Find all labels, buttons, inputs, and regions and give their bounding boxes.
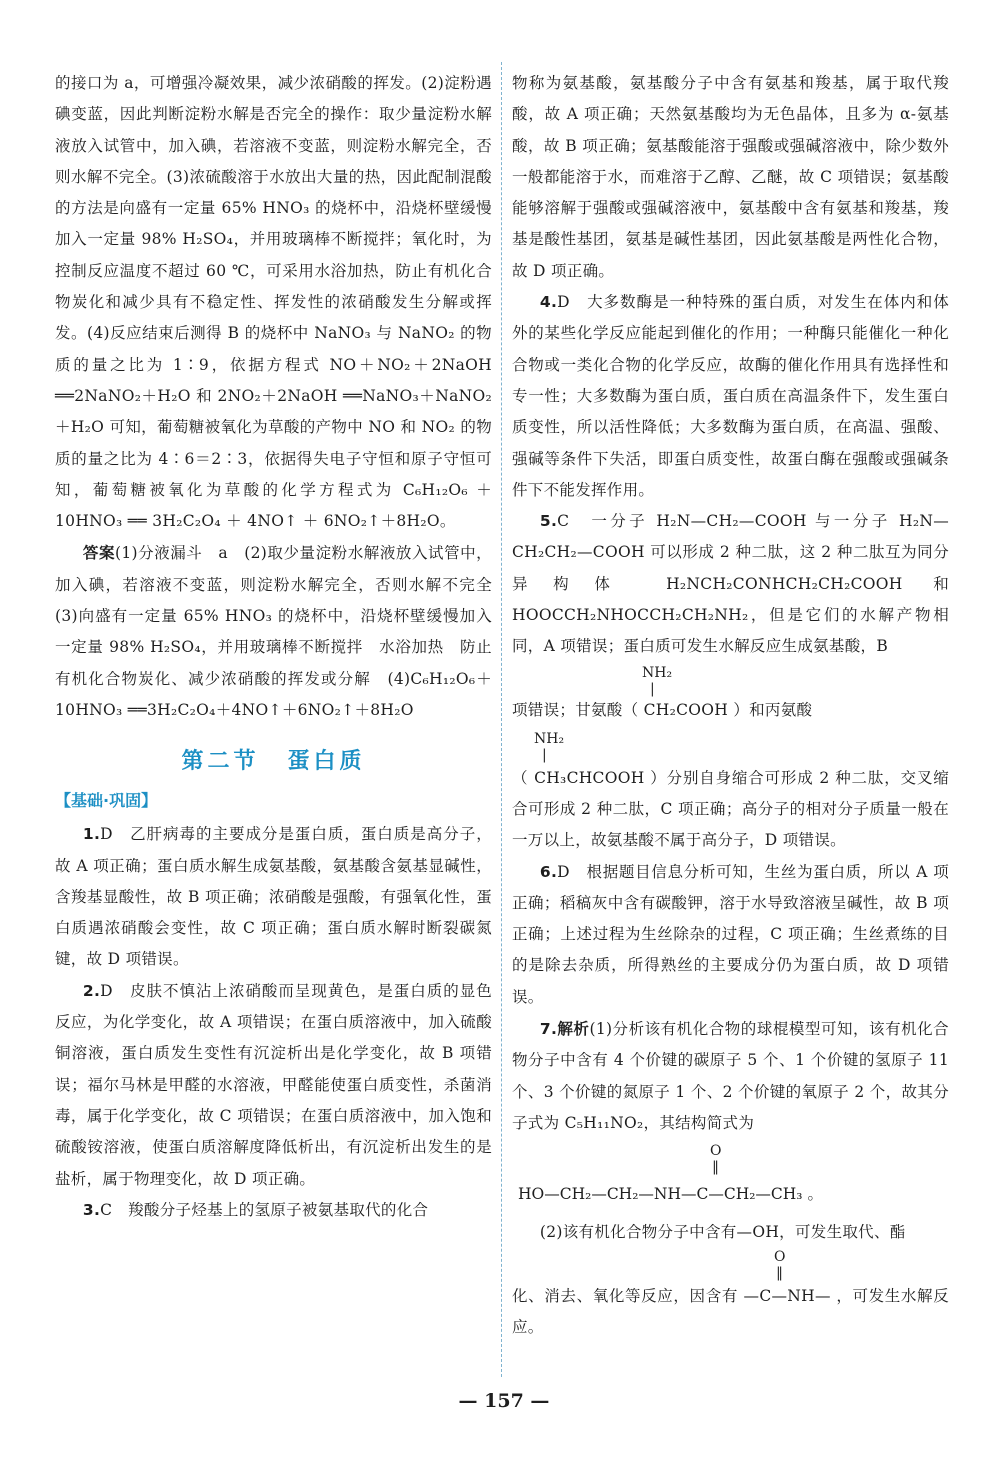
double-bond: ‖ (776, 1264, 783, 1281)
question-text: C 一分子 H₂N—CH₂—COOH 与一分子 H₂N—CH₂CH₂—COOH 可以形成 2 种二肽，这 2 种二肽互为同分异构体 H₂NCH₂CONHCH₂CH₂COOH 和 HOOCCH₂NHOCCH₂CH₂NH₂，但是它们的水解产物相同，A 项错误；蛋白质可发生水解反应生成氨基酸，B (512, 512, 949, 656)
question-number: 3. (82, 1200, 101, 1219)
left-paragraph-1: 的接口为 a，可增强冷凝效果，减少浓硝酸的挥发。(2)淀粉遇碘变蓝，因此判断淀粉水解是否完全的操作：取少量淀粉水解液放入试管中，加入碘，若溶液不变蓝，则淀粉水解完全，否则水解不完全。(3)浓硫酸溶于水放出大量的热，因此配制混酸的方法是向盛有一定量 65% HNO₃ 的烧杯中，沿烧杯壁缓慢加入一定量 98% H₂SO₄，并用玻璃棒不断搅拌；氧化时，为控制反应温度不超过 60 ℃，可采用水浴加热，防止有机化合物炭化和减少具有不稳定性、挥发性的浓硝酸发生分解或挥发。(4)反应结束后测得 B 的烧杯中 NaNO₃ 与 NaNO₂ 的物质的量之比为 1∶9，依据方程式 NO＋NO₂＋2NaOH ══2NaNO₂＋H₂O 和 2NO₂＋2NaOH ══NaNO₃＋NaNO₂＋H₂O 可知，葡萄糖被氧化为草酸的产物中 NO 和 NO₂ 的物质的量之比为 4∶6＝2∶3，依据得失电子守恒和原子守恒可知，葡萄糖被氧化为草酸的化学方程式为 C₆H₁₂O₆ ＋ 10HNO₃ ══ 3H₂C₂O₄ ＋ 4NO↑ ＋ 6NO₂↑＋8H₂O。 (55, 74, 492, 531)
question-number: 5. (539, 512, 558, 531)
section-title (55, 744, 492, 775)
right-column (512, 68, 949, 1343)
question-number: 6. (539, 862, 558, 881)
question-1 (55, 819, 492, 975)
double-bond: ‖ (712, 1159, 719, 1176)
question-5-continued: 项错误；甘氨酸（ CH₂COOH ）和丙氨酸 (512, 700, 813, 719)
question-7 (512, 1013, 949, 1139)
question-4 (512, 287, 949, 506)
page-number: — 157 — (458, 1390, 550, 1412)
question-5 (512, 506, 949, 662)
answer-label: 答案 (82, 543, 116, 563)
section-tag: 【基础·巩固】 (55, 791, 158, 811)
question-number: 1. (82, 825, 101, 844)
question-number: 7. (539, 1020, 558, 1039)
alanine-amino-group: NH₂ (534, 730, 565, 747)
question-text: (1)分析该有机化合物的球棍模型可知，该有机化合物分子中含有 4 个价键的碳原子 5 个、1 个价键的氢原子 11 个、3 个价键的氮原子 1 个、2 个价键的氧原子 2 个，故其分子式为 C₅H₁₁NO₂，其结构简式为 (512, 1020, 949, 1132)
question-text: C 羧酸分子烃基上的氢原子被氨基取代的化合 (100, 1200, 429, 1219)
answer-paragraph (55, 537, 508, 726)
analysis-label: 解析 (557, 1019, 590, 1039)
left-column (55, 68, 508, 1226)
question-number: 4. (539, 293, 558, 312)
section-title-name: 蛋白质 (287, 749, 366, 775)
question-7-end: 化、消去、氧化等反应，因含有 —C—NH— ，可发生水解反应。 (512, 1286, 949, 1336)
bond-line: | (542, 746, 547, 763)
question-number: 2. (82, 981, 101, 1000)
question-text: D 乙肝病毒的主要成分是蛋白质，蛋白质是高分子，故 A 项正确；蛋白质水解生成氨基酸，氨基酸含氨基显碱性，含羧基显酸性，故 B 项正确；浓硝酸是强酸，有强氧化性，蛋白质遇浓硝酸会变性，故 C 项正确；蛋白质水解时断裂碳氮键，故 D 项错误。 (55, 825, 492, 969)
glycine-amino-group: NH₂ (642, 664, 673, 681)
bond-line: | (650, 680, 655, 697)
question-7-part-2: (2)该有机化合物分子中含有—OH，可发生取代、酯 (539, 1223, 906, 1242)
carbonyl-oxygen: O (710, 1143, 722, 1160)
question-2 (55, 976, 492, 1195)
question-text: D 皮肤不慎沾上浓硝酸而呈现黄色，是蛋白质的显色反应，为化学变化，故 A 项错误；在蛋白质溶液中，加入硫酸铜溶液，蛋白质发生变性有沉淀析出是化学变化，故 B 项错误；福尔马林是甲醛的水溶液，甲醛能使蛋白质变性，杀菌消毒，属于化学变化，故 C 项错误；在蛋白质溶液中，加入饱和硫酸铵溶液，使蛋白质溶解度降低析出，有沉淀析出发生的是盐析，属于物理变化，故 D 项正确。 (55, 981, 492, 1188)
question-6 (512, 857, 949, 1013)
amide-oxygen: O (774, 1248, 786, 1265)
answer-text: (1)分液漏斗 a (2)取少量淀粉水解液放入试管中，加入碘，若溶液不变蓝，则淀粉水解完全，否则水解不完全 (3)向盛有一定量 65% HNO₃ 的烧杯中，沿烧杯壁缓慢加入一定量 98% H₂SO₄，并用玻璃棒不断搅拌 水浴加热 防止有机化合物炭化、减少浓硝酸的挥发或分解 (4)C₆H₁₂O₆＋10HNO₃ ══3H₂C₂O₄＋4NO↑＋6NO₂↑＋8H₂O (55, 544, 508, 719)
structural-formula: HO—CH₂—CH₂—NH—C—CH₂—CH₃ 。 (518, 1185, 823, 1204)
question-text: D 根据题目信息分析可知，生丝为蛋白质，所以 A 项正确；稻稿灰中含有碳酸钾，溶于水导致溶液呈碱性，故 B 项正确；上述过程为生丝除杂的过程，C 项正确；生丝煮练的目的是除去杂质，所得熟丝的主要成分仍为蛋白质，故 D 项错误。 (512, 862, 949, 1006)
section-title-number: 第二节 (181, 749, 260, 775)
column-divider (501, 62, 502, 1377)
question-text: D 大多数酶是一种特殊的蛋白质，对发生在体内和体外的某些化学反应能起到催化的作用；一种酶只能催化一种化合物或一类化合物的化学反应，故酶的催化作用具有选择性和专一性；大多数酶为蛋白质，蛋白质在高温条件下，发生蛋白质变性，所以活性降低；大多数酶为蛋白质，在高温、强酸、强碱等条件下失活，即蛋白质变性，故蛋白酶在强酸或强碱条件下不能发挥作用。 (512, 293, 949, 499)
right-paragraph-1: 物称为氨基酸，氨基酸分子中含有氨基和羧基，属于取代羧酸，故 A 项正确；天然氨基酸均为无色晶体，且多为 α-氨基酸，故 B 项正确；氨基酸能溶于强酸或强碱溶液中，除少数外一般都能溶于水，而难溶于乙醇、乙醚，故 C 项错误；氨基酸能够溶解于强酸或强碱溶液中，氨基酸中含有氨基和羧基，羧基是酸性基团，氨基是碱性基团，因此氨基酸是两性化合物，故 D 项正确。 (512, 74, 949, 280)
question-5-end: （ CH₃CHCOOH ）分别自身缩合可形成 2 种二肽，交叉缩合可形成 2 种二肽，C 项正确；高分子的相对分子质量一般在一万以上，故氨基酸不属于高分子，D 项错误。 (512, 768, 949, 850)
question-3 (55, 1195, 492, 1226)
